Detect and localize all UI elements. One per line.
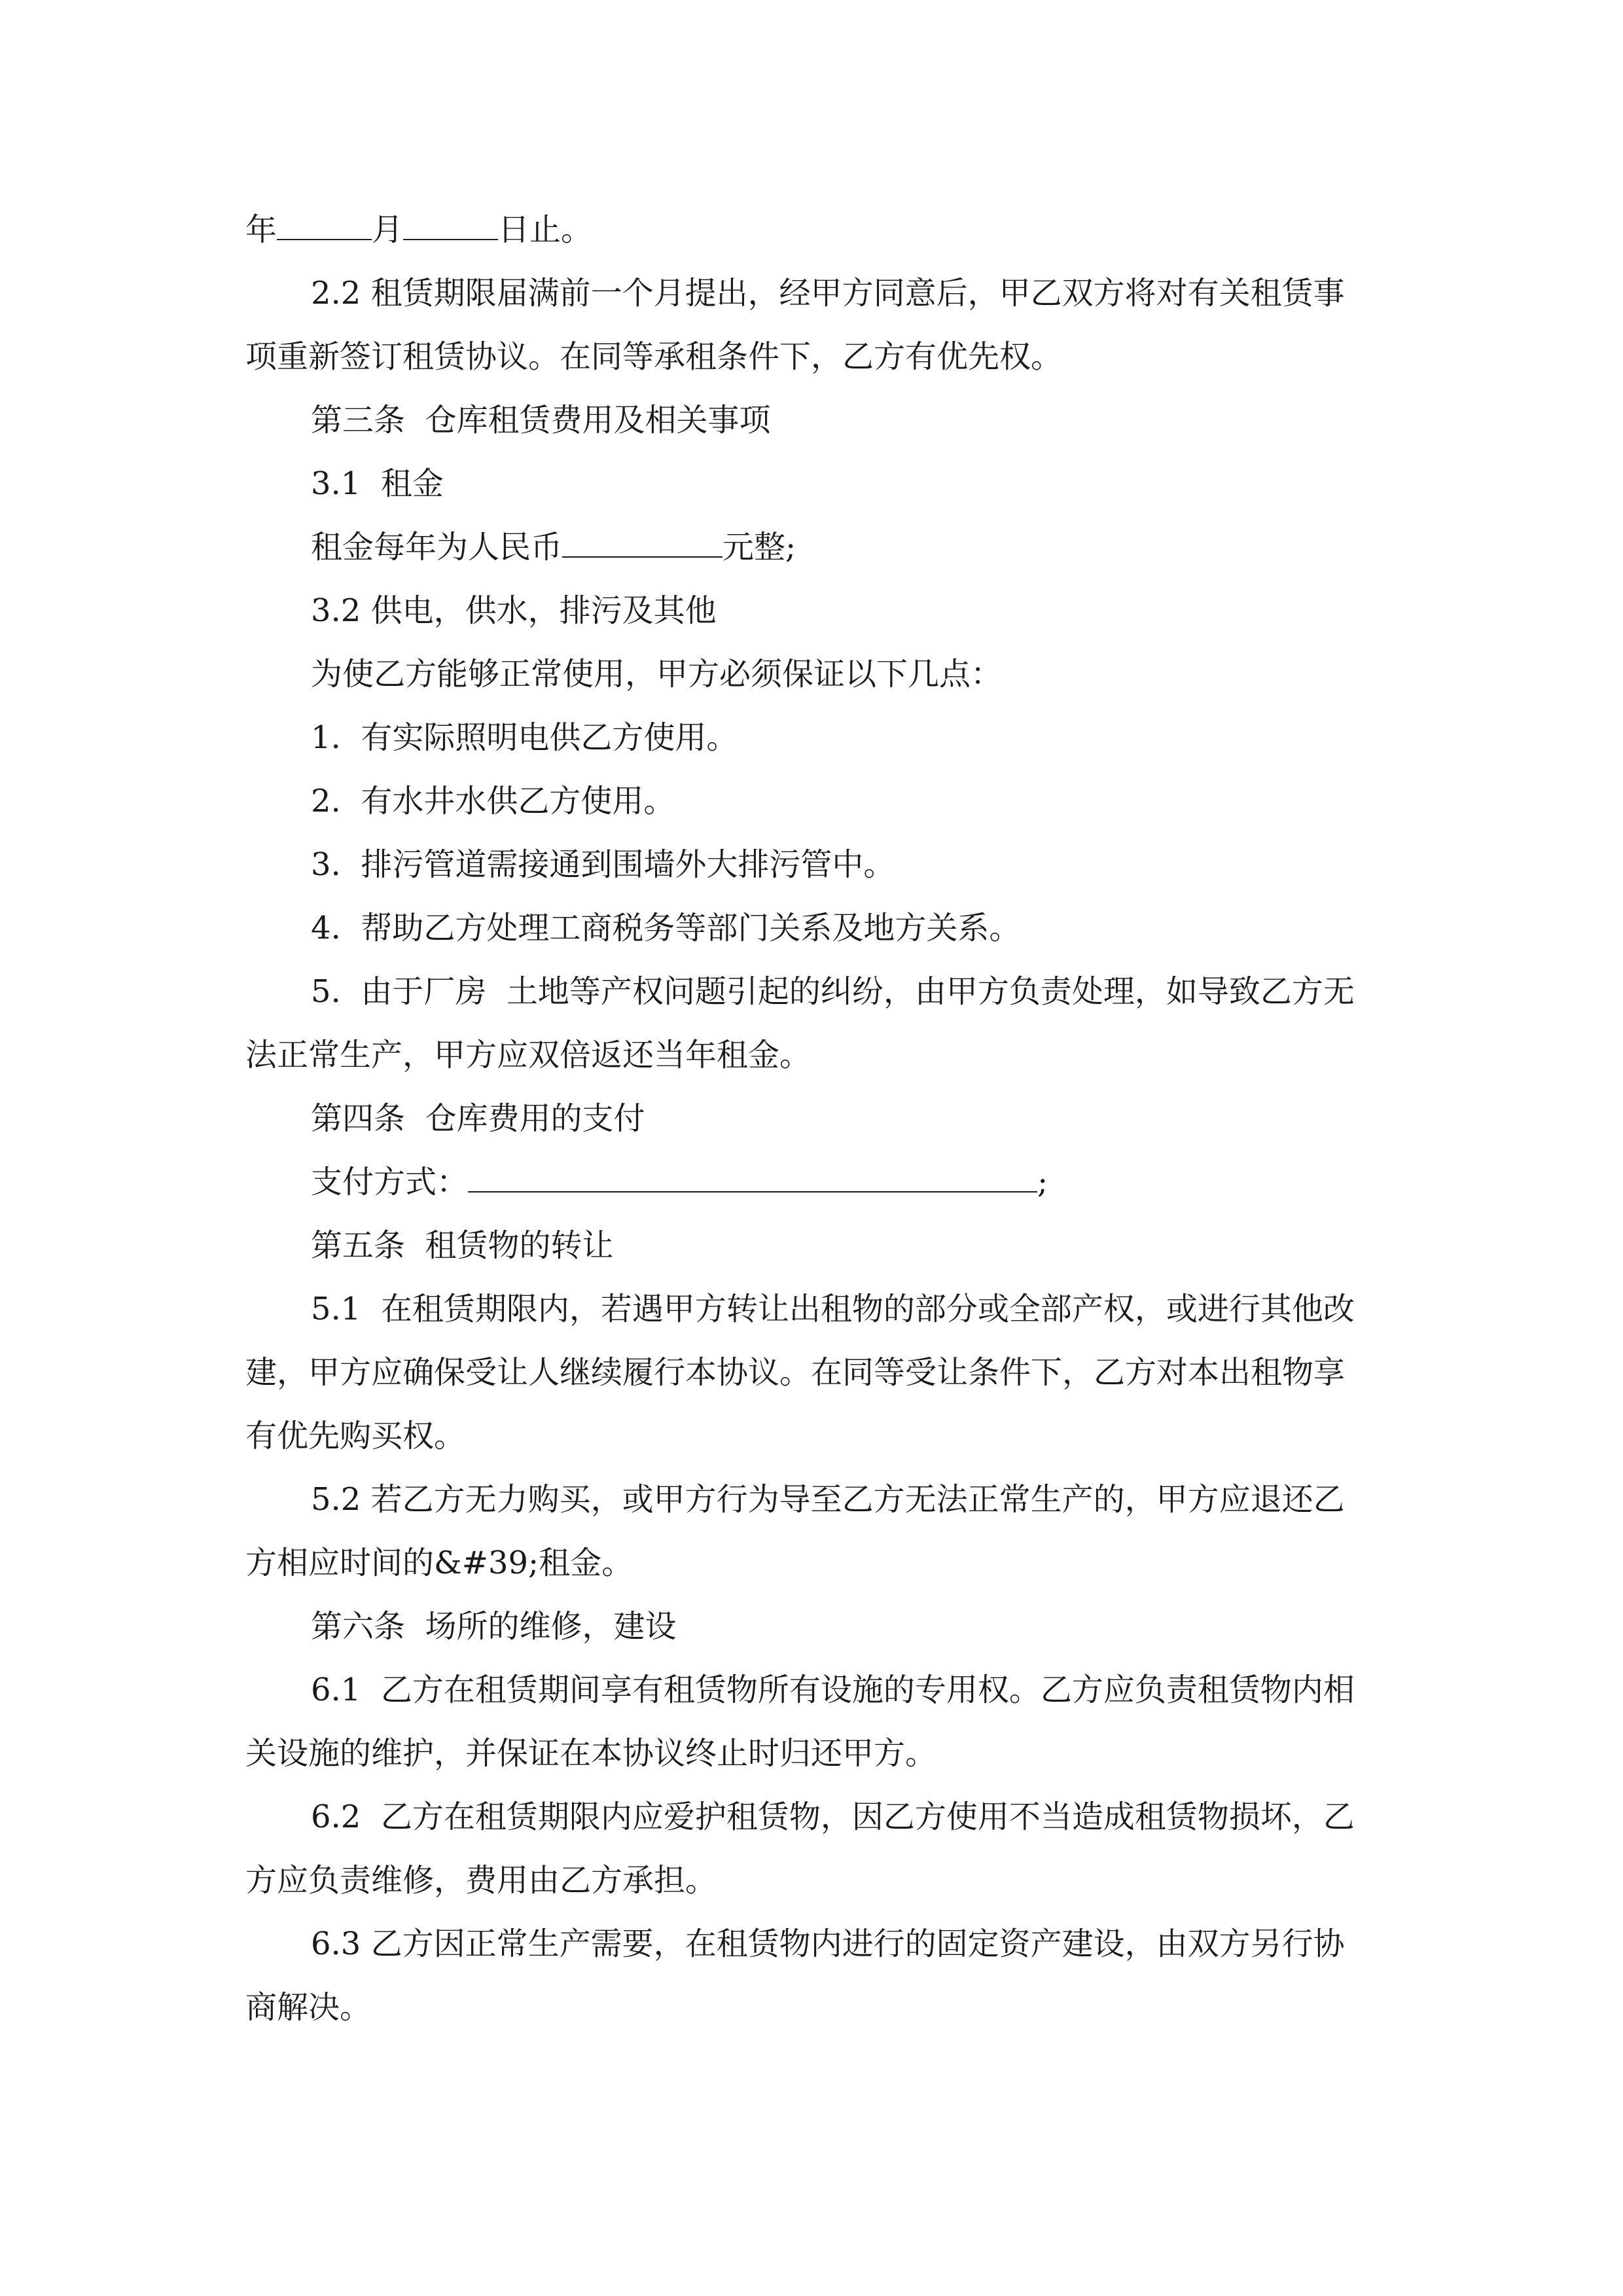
rent-amount-line bbox=[245, 516, 1378, 579]
clause-3-1-heading: 3.1 租金 bbox=[311, 465, 444, 502]
clause-6-3-line-1: 6.3 乙方因正常生产需要，在租赁物内进行的固定资产建设，由双方另行协 bbox=[311, 1926, 1345, 1962]
clause-5-1-line-1: 5.1 在租赁期限内，若遇甲方转让出租物的部分或全部产权，或进行其他改 bbox=[311, 1291, 1355, 1327]
guarantee-item-3: 3. 排污管道需接通到围墙外大排污管中。 bbox=[311, 846, 895, 883]
clause-2-2-line-1: 2.2 租赁期限届满前一个月提出，经甲方同意后，甲乙双方将对有关租赁事 bbox=[311, 275, 1345, 312]
month-blank bbox=[277, 209, 372, 240]
payment-end: ; bbox=[1037, 1164, 1048, 1200]
day-text: 日止。 bbox=[498, 211, 593, 248]
year-text: 年 bbox=[245, 211, 277, 248]
day-blank bbox=[403, 209, 498, 240]
month-text: 月 bbox=[372, 211, 404, 248]
clause-5-2-line-1: 5.2 若乙方无力购买，或甲方行为导至乙方无法正常生产的，甲方应退还乙 bbox=[311, 1481, 1345, 1518]
clause-6-1-line-2: 关设施的维护，并保证在本协议终止时归还甲方。 bbox=[245, 1735, 937, 1772]
article-6-heading: 第六条 场所的维修，建设 bbox=[311, 1608, 677, 1645]
article-3-heading: 第三条 仓库租赁费用及相关事项 bbox=[311, 402, 771, 439]
clause-6-2-line-1: 6.2 乙方在租赁期限内应爱护租赁物，因乙方使用不当造成租赁物损坏，乙 bbox=[311, 1799, 1355, 1835]
article-4-heading: 第四条 仓库费用的支付 bbox=[311, 1100, 645, 1137]
guarantee-item-5-line-2: 法正常生产，甲方应双倍返还当年租金。 bbox=[245, 1037, 812, 1073]
clause-5-2-line-2: 方相应时间的&#39;租金。 bbox=[245, 1545, 633, 1581]
rent-unit: 元整; bbox=[722, 529, 796, 565]
payment-method-line bbox=[245, 1151, 1378, 1214]
clause-6-2-line-2: 方应负责维修，费用由乙方承担。 bbox=[245, 1862, 717, 1899]
guarantee-item-1: 1. 有实际照明电供乙方使用。 bbox=[311, 719, 738, 756]
payment-method-blank bbox=[468, 1161, 1037, 1193]
guarantee-item-2: 2. 有水井水供乙方使用。 bbox=[311, 783, 675, 819]
rent-amount-blank bbox=[562, 526, 722, 558]
clause-5-1-line-3: 有优先购买权。 bbox=[245, 1418, 466, 1454]
clause-3-2-heading: 3.2 供电，供水，排污及其他 bbox=[311, 592, 717, 629]
clause-5-1-line-2: 建，甲方应确保受让人继续履行本协议。在同等受让条件下，乙方对本出租物享 bbox=[245, 1354, 1346, 1391]
end-date-line bbox=[245, 198, 1378, 262]
contract-body bbox=[245, 198, 1378, 2039]
guarantee-intro: 为使乙方能够正常使用，甲方必须保证以下几点： bbox=[311, 656, 1003, 692]
clause-2-2-line-2: 项重新签订租赁协议。在同等承租条件下，乙方有优先权。 bbox=[245, 338, 1063, 375]
rent-label: 租金每年为人民币 bbox=[311, 529, 563, 565]
guarantee-item-4: 4. 帮助乙方处理工商税务等部门关系及地方关系。 bbox=[311, 910, 1021, 946]
clause-6-1-line-1: 6.1 乙方在租赁期间享有租赁物所有设施的专用权。乙方应负责租赁物内相 bbox=[311, 1672, 1355, 1708]
article-5-heading: 第五条 租赁物的转让 bbox=[311, 1227, 614, 1264]
payment-label: 支付方式： bbox=[311, 1164, 469, 1200]
clause-6-3-line-2: 商解决。 bbox=[245, 1989, 372, 2026]
guarantee-item-5-line-1: 5. 由于厂房 土地等产权问题引起的纠纷，由甲方负责处理，如导致乙方无 bbox=[311, 973, 1355, 1010]
